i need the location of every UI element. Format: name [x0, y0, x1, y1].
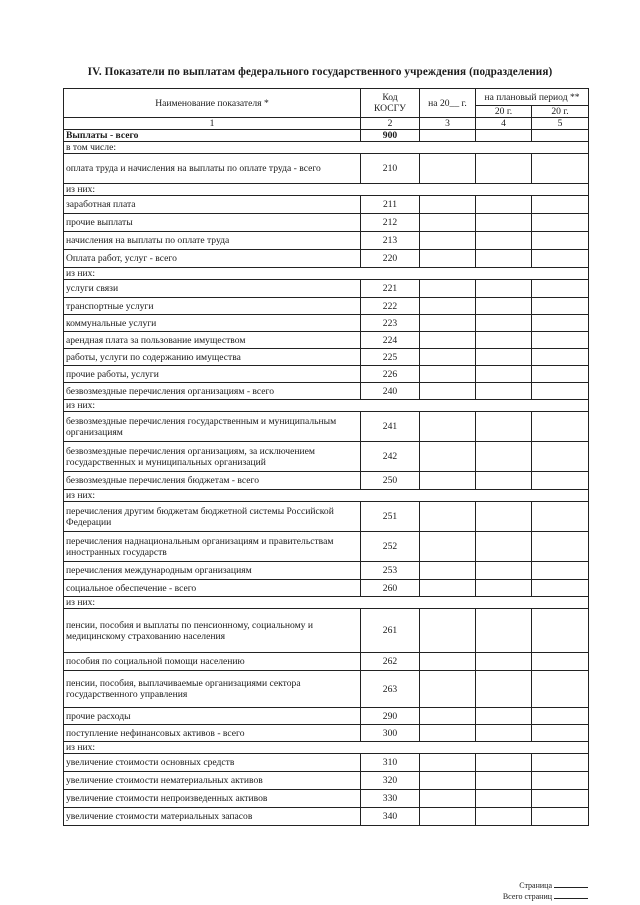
table-row — [64, 772, 589, 790]
value-current-year[interactable] — [420, 366, 476, 383]
value-current-year[interactable] — [420, 196, 476, 214]
row-label: Выплаты - всего — [64, 130, 361, 142]
value-plan-year2[interactable] — [532, 562, 589, 580]
value-plan-year2[interactable] — [532, 502, 589, 532]
row-code: 240 — [361, 383, 420, 400]
row-label: работы, услуги по содержанию имущества — [64, 349, 361, 366]
value-current-year[interactable] — [420, 532, 476, 562]
value-plan-year2[interactable] — [532, 442, 589, 472]
value-plan-year2[interactable] — [532, 671, 589, 708]
value-plan-year1[interactable] — [476, 790, 532, 808]
value-plan-year1[interactable] — [476, 332, 532, 349]
row-label: перечисления наднациональным организациям и правительствам иностранных государств — [64, 532, 361, 562]
value-plan-year2[interactable] — [532, 472, 589, 490]
page-number-line — [519, 879, 588, 890]
value-current-year[interactable] — [420, 298, 476, 315]
value-plan-year1[interactable] — [476, 580, 532, 597]
row-label: увеличение стоимости нематериальных активов — [64, 772, 361, 790]
table-row — [64, 412, 589, 442]
table-row — [64, 790, 589, 808]
value-plan-year1[interactable] — [476, 280, 532, 298]
row-code: 212 — [361, 214, 420, 232]
section-row — [64, 490, 589, 502]
header-name: Наименование показателя * — [64, 89, 361, 118]
row-code: 252 — [361, 532, 420, 562]
row-code: 226 — [361, 366, 420, 383]
value-plan-year1[interactable] — [476, 130, 532, 142]
page-label: Страница — [519, 881, 552, 890]
table-row — [64, 609, 589, 653]
section-row — [64, 184, 589, 196]
table-row — [64, 315, 589, 332]
table-row — [64, 250, 589, 268]
value-plan-year1[interactable] — [476, 232, 532, 250]
row-code: 262 — [361, 653, 420, 671]
table-row — [64, 349, 589, 366]
value-plan-year2[interactable] — [532, 315, 589, 332]
row-label: социальное обеспечение - всего — [64, 580, 361, 597]
header-plan-year2: 20 г. — [532, 106, 589, 118]
value-plan-year2[interactable] — [532, 609, 589, 653]
value-plan-year2[interactable] — [532, 130, 589, 142]
value-plan-year2[interactable] — [532, 725, 589, 742]
value-plan-year2[interactable] — [532, 298, 589, 315]
section-label: из них: — [64, 184, 589, 196]
value-current-year[interactable] — [420, 280, 476, 298]
value-plan-year2[interactable] — [532, 250, 589, 268]
table-row — [64, 383, 589, 400]
value-current-year[interactable] — [420, 562, 476, 580]
table-row — [64, 502, 589, 532]
value-plan-year1[interactable] — [476, 196, 532, 214]
value-current-year[interactable] — [420, 232, 476, 250]
value-plan-year2[interactable] — [532, 772, 589, 790]
row-code: 253 — [361, 562, 420, 580]
value-plan-year1[interactable] — [476, 412, 532, 442]
row-code: 222 — [361, 298, 420, 315]
column-numbers-row — [64, 118, 589, 130]
value-current-year[interactable] — [420, 214, 476, 232]
table-row — [64, 671, 589, 708]
value-current-year[interactable] — [420, 130, 476, 142]
value-current-year[interactable] — [420, 808, 476, 826]
row-code: 263 — [361, 671, 420, 708]
col-number-1: 1 — [64, 118, 361, 130]
header-row-1 — [64, 89, 589, 106]
value-current-year[interactable] — [420, 609, 476, 653]
value-current-year[interactable] — [420, 671, 476, 708]
table-row — [64, 808, 589, 826]
header-plan-year1: 20 г. — [476, 106, 532, 118]
value-plan-year2[interactable] — [532, 280, 589, 298]
value-plan-year2[interactable] — [532, 154, 589, 184]
value-plan-year1[interactable] — [476, 562, 532, 580]
table-row — [64, 708, 589, 725]
value-plan-year1[interactable] — [476, 383, 532, 400]
value-plan-year1[interactable] — [476, 754, 532, 772]
value-current-year[interactable] — [420, 725, 476, 742]
row-code: 241 — [361, 412, 420, 442]
table-row — [64, 154, 589, 184]
value-plan-year1[interactable] — [476, 315, 532, 332]
value-current-year[interactable] — [420, 580, 476, 597]
row-code: 290 — [361, 708, 420, 725]
row-label: услуги связи — [64, 280, 361, 298]
section-label: из них: — [64, 490, 589, 502]
col-number-3: 3 — [420, 118, 476, 130]
section-label: в том числе: — [64, 142, 589, 154]
table-row — [64, 532, 589, 562]
header-code — [361, 89, 420, 118]
value-plan-year1[interactable] — [476, 725, 532, 742]
payments-table — [63, 88, 589, 826]
value-current-year[interactable] — [420, 154, 476, 184]
row-label: прочие выплаты — [64, 214, 361, 232]
row-label: транспортные услуги — [64, 298, 361, 315]
section-label: из них: — [64, 597, 589, 609]
value-current-year[interactable] — [420, 412, 476, 442]
row-label: безвозмездные перечисления бюджетам - всего — [64, 472, 361, 490]
total-pages-blank — [554, 890, 588, 899]
section-label: из них: — [64, 268, 589, 280]
value-current-year[interactable] — [420, 472, 476, 490]
value-plan-year2[interactable] — [532, 532, 589, 562]
section-row — [64, 142, 589, 154]
col-number-4: 4 — [476, 118, 532, 130]
row-code: 300 — [361, 725, 420, 742]
value-plan-year1[interactable] — [476, 214, 532, 232]
row-label: оплата труда и начисления на выплаты по оплате труда - всего — [64, 154, 361, 184]
value-plan-year1[interactable] — [476, 671, 532, 708]
value-current-year[interactable] — [420, 315, 476, 332]
total-pages-line — [503, 890, 588, 901]
row-code: 221 — [361, 280, 420, 298]
table-row — [64, 332, 589, 349]
row-label: увеличение стоимости материальных запасов — [64, 808, 361, 826]
row-code: 310 — [361, 754, 420, 772]
value-current-year[interactable] — [420, 502, 476, 532]
value-current-year[interactable] — [420, 250, 476, 268]
row-label: увеличение стоимости непроизведенных активов — [64, 790, 361, 808]
row-label: пенсии, пособия и выплаты по пенсионному, социальному и медицинскому страхованию населения — [64, 609, 361, 653]
table-row — [64, 232, 589, 250]
value-current-year[interactable] — [420, 442, 476, 472]
row-code: 223 — [361, 315, 420, 332]
section-row — [64, 400, 589, 412]
row-code: 260 — [361, 580, 420, 597]
row-label: перечисления международным организациям — [64, 562, 361, 580]
col-number-2: 2 — [361, 118, 420, 130]
section-row — [64, 742, 589, 754]
row-label: безвозмездные перечисления организациям, за исключением государственных и муниципальных организаций — [64, 442, 361, 472]
table-row — [64, 442, 589, 472]
table-row — [64, 580, 589, 597]
value-current-year[interactable] — [420, 349, 476, 366]
value-current-year[interactable] — [420, 383, 476, 400]
row-code: 261 — [361, 609, 420, 653]
table-row — [64, 754, 589, 772]
table-row — [64, 196, 589, 214]
row-label: арендная плата за пользование имуществом — [64, 332, 361, 349]
value-plan-year1[interactable] — [476, 532, 532, 562]
value-plan-year1[interactable] — [476, 349, 532, 366]
value-plan-year2[interactable] — [532, 580, 589, 597]
value-plan-year2[interactable] — [532, 332, 589, 349]
value-current-year[interactable] — [420, 754, 476, 772]
value-plan-year1[interactable] — [476, 366, 532, 383]
row-label: перечисления другим бюджетам бюджетной системы Российской Федерации — [64, 502, 361, 532]
header-plan-period: на плановый период ** — [476, 89, 589, 106]
page-number-blank — [554, 879, 588, 888]
value-plan-year2[interactable] — [532, 708, 589, 725]
value-plan-year2[interactable] — [532, 349, 589, 366]
row-code: 211 — [361, 196, 420, 214]
table-row — [64, 366, 589, 383]
table-row — [64, 280, 589, 298]
value-current-year[interactable] — [420, 332, 476, 349]
table-row — [64, 653, 589, 671]
row-label: Оплата работ, услуг - всего — [64, 250, 361, 268]
row-label: заработная плата — [64, 196, 361, 214]
row-label: начисления на выплаты по оплате труда — [64, 232, 361, 250]
row-code: 213 — [361, 232, 420, 250]
section-label: из них: — [64, 400, 589, 412]
table-row — [64, 725, 589, 742]
value-plan-year2[interactable] — [532, 790, 589, 808]
value-plan-year2[interactable] — [532, 808, 589, 826]
value-plan-year1[interactable] — [476, 609, 532, 653]
row-code: 220 — [361, 250, 420, 268]
row-label: безвозмездные перечисления организациям - всего — [64, 383, 361, 400]
row-code: 250 — [361, 472, 420, 490]
value-plan-year1[interactable] — [476, 708, 532, 725]
row-code: 330 — [361, 790, 420, 808]
col-number-5: 5 — [532, 118, 589, 130]
row-label: увеличение стоимости основных средств — [64, 754, 361, 772]
value-plan-year2[interactable] — [532, 412, 589, 442]
value-plan-year2[interactable] — [532, 653, 589, 671]
row-label: коммунальные услуги — [64, 315, 361, 332]
row-code: 210 — [361, 154, 420, 184]
table-row — [64, 214, 589, 232]
value-plan-year1[interactable] — [476, 653, 532, 671]
section-label: из них: — [64, 742, 589, 754]
row-label: поступление нефинансовых активов - всего — [64, 725, 361, 742]
section-row — [64, 597, 589, 609]
value-plan-year2[interactable] — [532, 232, 589, 250]
value-current-year[interactable] — [420, 790, 476, 808]
header-current-year: на 20__ г. — [420, 89, 476, 118]
value-plan-year1[interactable] — [476, 772, 532, 790]
row-label: пособия по социальной помощи населению — [64, 653, 361, 671]
value-plan-year2[interactable] — [532, 196, 589, 214]
header-code-line1: Код — [382, 92, 398, 103]
value-plan-year2[interactable] — [532, 366, 589, 383]
row-code: 225 — [361, 349, 420, 366]
value-current-year[interactable] — [420, 772, 476, 790]
header-code-line2: КОСГУ — [374, 103, 406, 114]
section-row — [64, 268, 589, 280]
row-code: 340 — [361, 808, 420, 826]
value-plan-year1[interactable] — [476, 472, 532, 490]
value-plan-year1[interactable] — [476, 250, 532, 268]
row-label: прочие работы, услуги — [64, 366, 361, 383]
value-plan-year1[interactable] — [476, 808, 532, 826]
table-row — [64, 130, 589, 142]
value-plan-year1[interactable] — [476, 502, 532, 532]
row-label: пенсии, пособия, выплачиваемые организациями сектора государственного управления — [64, 671, 361, 708]
row-code: 900 — [361, 130, 420, 142]
value-plan-year2[interactable] — [532, 214, 589, 232]
value-plan-year2[interactable] — [532, 383, 589, 400]
total-pages-label: Всего страниц — [502, 892, 552, 901]
value-plan-year1[interactable] — [476, 442, 532, 472]
row-code: 320 — [361, 772, 420, 790]
table-row — [64, 562, 589, 580]
value-plan-year1[interactable] — [476, 154, 532, 184]
value-plan-year2[interactable] — [532, 754, 589, 772]
table-row — [64, 298, 589, 315]
value-current-year[interactable] — [420, 708, 476, 725]
report-title: IV. Показатели по выплатам федерального государственного учреждения (подразделения) — [87, 66, 553, 78]
value-current-year[interactable] — [420, 653, 476, 671]
row-code: 224 — [361, 332, 420, 349]
row-code: 242 — [361, 442, 420, 472]
value-plan-year1[interactable] — [476, 298, 532, 315]
table-row — [64, 472, 589, 490]
row-label: безвозмездные перечисления государственным и муниципальным организациям — [64, 412, 361, 442]
row-code: 251 — [361, 502, 420, 532]
row-label: прочие расходы — [64, 708, 361, 725]
